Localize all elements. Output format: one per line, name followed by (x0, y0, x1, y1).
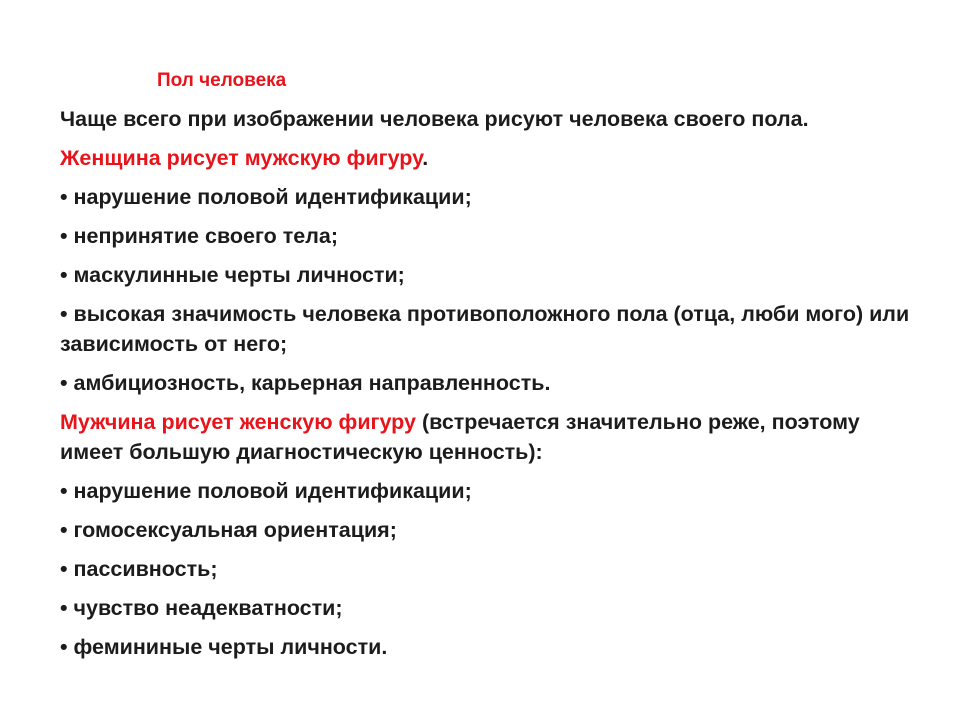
section2-heading-highlight: Мужчина рисует женскую фигуру (60, 410, 416, 434)
section1-heading-tail: . (422, 146, 429, 170)
list-item: • фемининые черты личности. (60, 635, 388, 659)
section1-heading (60, 143, 910, 173)
list-item: • высокая значимость человека противоположного пола (отца, люби мого) или зависимость от него; (60, 302, 910, 356)
section2-heading-tail: (встречается значительно реже, поэтому имеет большую диагностическую ценность): (60, 410, 860, 464)
list-item: • пассивность; (60, 557, 218, 581)
section2-heading (60, 407, 910, 467)
list-item: • амбициозность, карьерная направленность. (60, 371, 551, 395)
list-item: • маскулинные черты личности; (60, 263, 405, 287)
section1-heading-highlight: Женщина рисует мужскую фигуру (60, 146, 423, 170)
list-item: • гомосексуальная ориентация; (60, 518, 397, 542)
list-item: • чувство неадекватности; (60, 596, 343, 620)
intro-text: Чаще всего при изображении человека рисуют человека своего пола. (60, 107, 809, 131)
list-item: • непринятие своего тела; (60, 224, 339, 248)
list-item: • нарушение половой идентификации; (60, 185, 472, 209)
slide-body (60, 104, 910, 671)
slide-title: Пол человека (157, 70, 287, 91)
list-item: • нарушение половой идентификации; (60, 479, 472, 503)
